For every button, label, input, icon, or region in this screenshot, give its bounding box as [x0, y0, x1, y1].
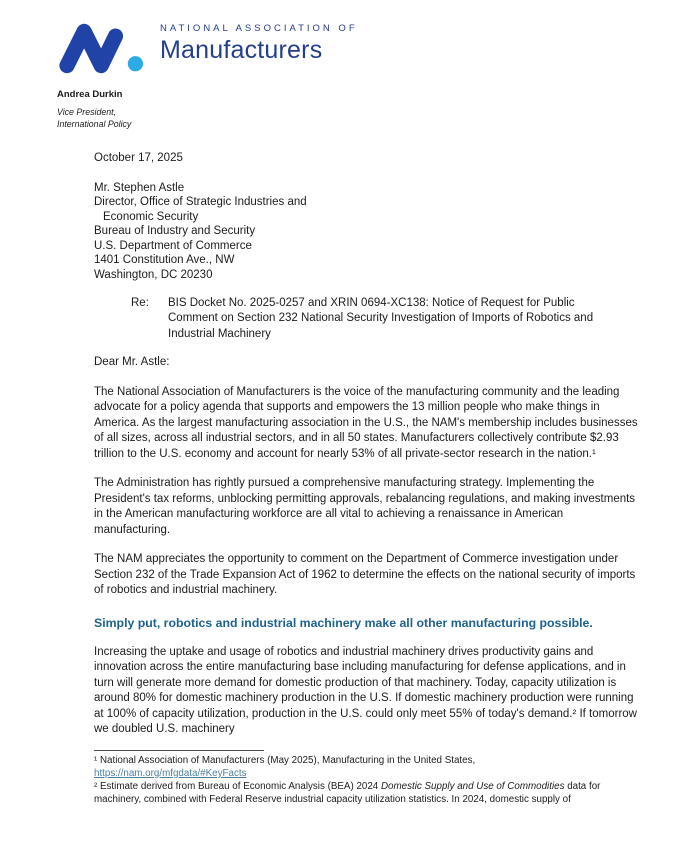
- recipient-line: Washington, DC 20230: [94, 269, 213, 282]
- sender-name: Andrea Durkin: [57, 89, 123, 100]
- footnote-2: [94, 780, 642, 806]
- sender-title: [57, 107, 690, 130]
- nam-logo-text: [160, 20, 358, 65]
- footnote-2-source-title: Domestic Supply and Use of Commodities: [380, 781, 565, 793]
- paragraph-3: The NAM appreciates the opportunity to comment on the Department of Commerce investigation under Section 232 of the Trade Expansion Act of 1962 to determine the effects on the national security of imports of robotics and industrial machinery.: [94, 553, 636, 597]
- letter-date: October 17, 2025: [94, 152, 183, 164]
- recipient-line: 1401 Constitution Ave., NW: [94, 254, 235, 267]
- footnotes: [94, 754, 642, 807]
- footnote-separator: [94, 750, 264, 751]
- logo-dot-icon: [128, 56, 143, 71]
- org-name-large: Manufacturers: [160, 36, 323, 64]
- sender-title-line1: Vice President,: [57, 107, 117, 117]
- paragraph-4: Increasing the uptake and usage of robotics and industrial machinery drives productivity gains and innovation across the entire manufacturing base including manufacturing for defense applications, and in turn will generate more demand for domestic production of that machinery. Today, capacity utilization is around 80% for domestic machinery production in the U.S. If domestic machinery production were running at 100% of capacity utilization, production in the U.S. could only meet 55% of today's demand.² If tomorrow we doubled U.S. machinery: [94, 645, 637, 736]
- salutation: Dear Mr. Astle:: [94, 356, 170, 369]
- key-statement-heading: Simply put, robotics and industrial machinery make all other manufacturing possible.: [94, 615, 593, 630]
- recipient-line: Director, Office of Strategic Industries and: [94, 196, 307, 209]
- footnote-1-link[interactable]: https://nam.org/mfgdata/#KeyFacts: [94, 767, 247, 779]
- footnote-1-text: ¹ National Association of Manufacturers (May 2025), Manufacturing in the United States,: [94, 754, 476, 766]
- recipient-address: [94, 181, 642, 283]
- footnote-2-post: data for machinery, combined with Federal Reserve industrial capacity utilization statistics. In 2024, domestic supply of: [94, 781, 601, 806]
- footnote-2-pre: ² Estimate derived from Bureau of Economic Analysis (BEA) 2024: [94, 781, 381, 793]
- recipient-line: Economic Security: [103, 210, 199, 223]
- footnote-1: [94, 754, 642, 780]
- paragraph-2: The Administration has rightly pursued a comprehensive manufacturing strategy. Implementing the President's tax reforms, unblocking permitting approvals, rebalancing regulations, and making investments in the American manufacturing workforce are all vital to achieving a renaissance in American manufacturing.: [94, 477, 636, 536]
- re-line: [131, 296, 642, 343]
- recipient-line: U.S. Department of Commerce: [94, 239, 252, 252]
- sender-title-line2: International Policy: [57, 118, 132, 129]
- recipient-line: Mr. Stephen Astle: [94, 181, 185, 194]
- sender-block: [57, 89, 690, 130]
- nam-m-mark-icon: [57, 20, 153, 77]
- re-subject: BIS Docket No. 2025-0257 and XRIN 0694-XC138: Notice of Request for Public Comment on Section 232 National Security Investigation of Imports of Robotics and Industrial Machinery: [168, 296, 594, 340]
- nam-logo: [57, 20, 690, 77]
- org-name-small: NATIONAL ASSOCIATION OF: [160, 23, 358, 34]
- paragraph-1: The National Association of Manufacturers is the voice of the manufacturing community and the leading advocate for a policy agenda that supports and empowers the 13 million people who make things in America. As the largest manufacturing association in the U.S., the NAM's membership includes businesses of all sizes, across all industrial sectors, and in all 50 states. Manufacturers collectively contribute $2.93 trillion to the U.S. economy and account for nearly 53% of all private-sector research in the nation.¹: [94, 385, 638, 460]
- letter-body: [94, 151, 642, 806]
- recipient-line: Bureau of Industry and Security: [94, 225, 256, 238]
- re-label: Re:: [131, 296, 149, 309]
